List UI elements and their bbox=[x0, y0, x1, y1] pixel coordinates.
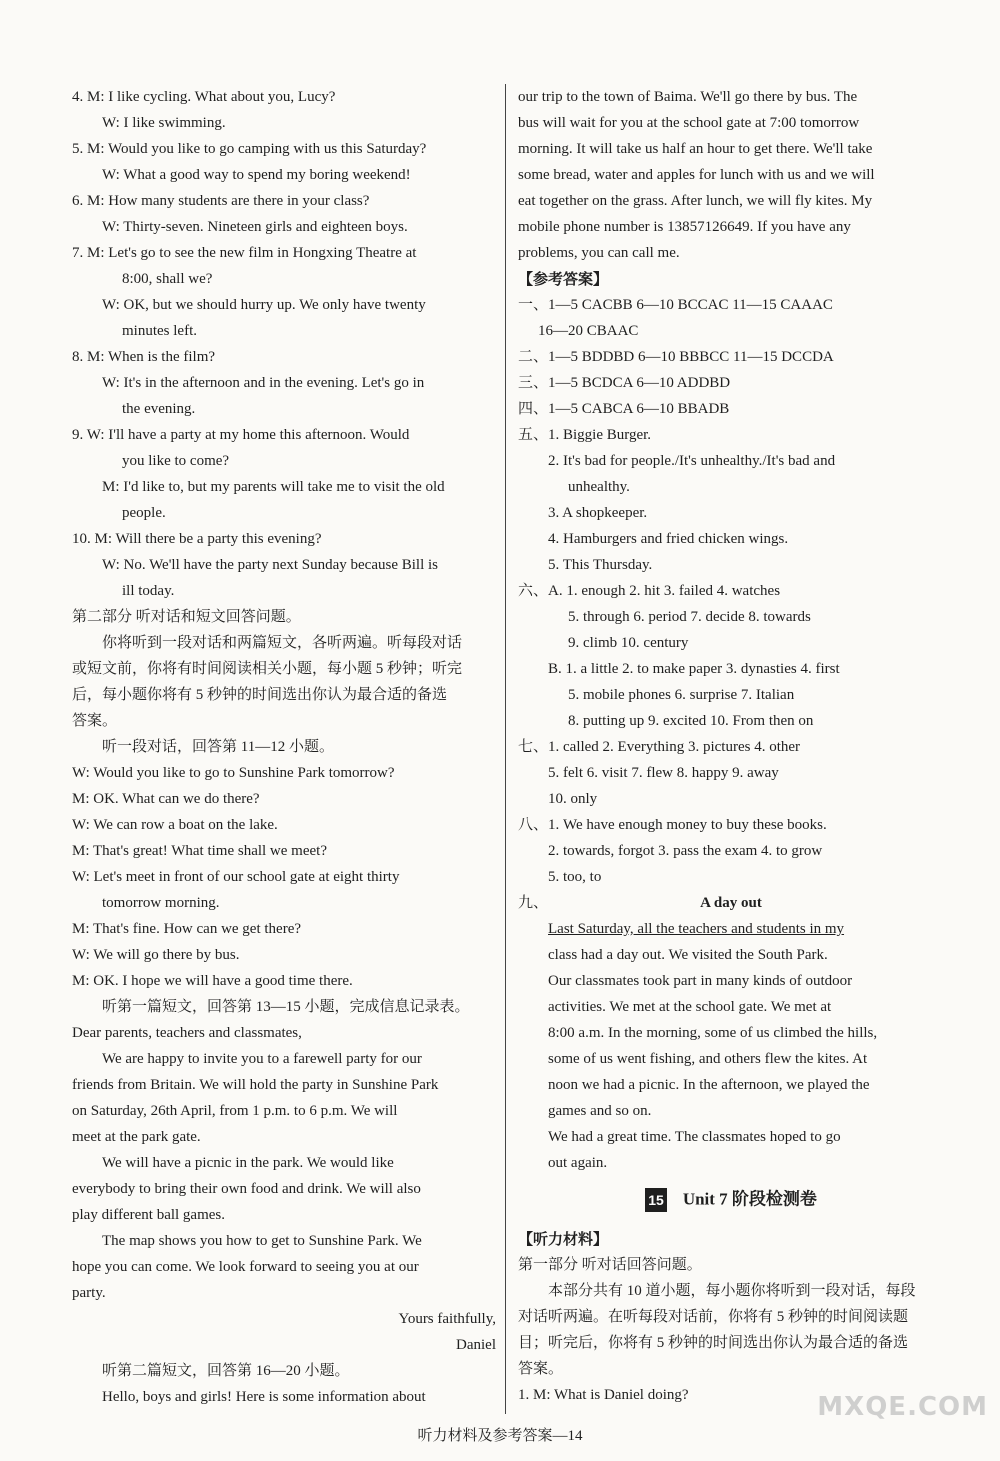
answer-line: 七、1. called 2. Everything 3. pictures 4. other bbox=[518, 739, 801, 755]
text-line: hope you can come. We look forward to seeing you at our bbox=[72, 1259, 419, 1275]
text-line: 【听力材料】 bbox=[518, 1230, 609, 1248]
text-line: 10. M: Will there be a party this evening? bbox=[72, 531, 322, 547]
answer-line: B. 1. a little 2. to make paper 3. dynasties 4. first bbox=[548, 661, 840, 677]
text-line: 对话听两遍。在听每段对话前，你将有 5 秒钟的时间阅读题 bbox=[518, 1309, 909, 1325]
answer-line: problems, you can call me. bbox=[518, 245, 680, 261]
text-line: W: We can row a boat on the lake. bbox=[72, 817, 278, 833]
answer-line: 八、1. We have enough money to buy these books. bbox=[518, 817, 827, 833]
essay-line: noon we had a picnic. In the afternoon, we played the bbox=[548, 1077, 870, 1093]
text-line: 9. W: I'll have a party at my home this afternoon. Would bbox=[72, 427, 410, 443]
text-line: tomorrow morning. bbox=[102, 895, 220, 911]
text-line: We are happy to invite you to a farewell party for our bbox=[102, 1051, 422, 1067]
essay-section bbox=[518, 890, 944, 1176]
text-line: Daniel bbox=[456, 1337, 496, 1353]
text-line: 第二部分 听对话和短文回答问题。 bbox=[72, 609, 301, 625]
essay-line: class had a day out. We visited the South Park. bbox=[548, 947, 828, 963]
answer-line: 16—20 CBAAC bbox=[538, 323, 639, 339]
page-footer: 听力材料及参考答案—14 bbox=[417, 1428, 583, 1444]
text-line: play different ball games. bbox=[72, 1207, 226, 1223]
answer-line: 二、1—5 BDDBD 6—10 BBBCC 11—15 DCCDA bbox=[518, 349, 834, 365]
text-line: 本部分共有 10 道小题，每小题你将听到一段对话，每段 bbox=[548, 1283, 916, 1299]
text-line: 答案。 bbox=[518, 1361, 564, 1377]
text-line: Hello, boys and girls! Here is some information about bbox=[102, 1389, 426, 1405]
essay-line: out again. bbox=[548, 1155, 608, 1171]
text-line: M: OK. What can we do there? bbox=[72, 791, 260, 807]
text-line: 8:00, shall we? bbox=[122, 271, 213, 287]
text-line: W: Thirty-seven. Nineteen girls and eighteen boys. bbox=[102, 219, 408, 235]
essay-line: 8:00 a.m. In the morning, some of us climbed the hills, bbox=[548, 1025, 878, 1041]
text-line: 后，每小题你将有 5 秒钟的时间选出你认为最合适的备选 bbox=[72, 687, 448, 703]
text-line: 6. M: How many students are there in your class? bbox=[72, 193, 370, 209]
essay-line: games and so on. bbox=[548, 1103, 652, 1119]
text-line: 7. M: Let's go to see the new film in Hongxing Theatre at bbox=[72, 245, 417, 261]
essay-title: A day out bbox=[700, 895, 762, 911]
answer-line: 一、1—5 CACBB 6—10 BCCAC 11—15 CAAAC bbox=[518, 297, 833, 313]
answer-line: morning. It will take us half an hour to get there. We'll take bbox=[518, 141, 873, 157]
text-line: 目；听完后，你将有 5 秒钟的时间选出你认为最合适的备选 bbox=[518, 1335, 909, 1351]
answer-line: 5. felt 6. visit 7. flew 8. happy 9. away bbox=[548, 765, 779, 781]
text-line: M: I'd like to, but my parents will take me to visit the old bbox=[102, 479, 445, 495]
text-line: W: Would you like to go to Sunshine Park tomorrow? bbox=[72, 765, 395, 781]
text-line: W: It's in the afternoon and in the evening. Let's go in bbox=[102, 375, 425, 391]
answer-line: 9. climb 10. century bbox=[568, 635, 689, 651]
right-column bbox=[518, 84, 944, 1408]
answer-line: unhealthy. bbox=[568, 479, 630, 495]
text-line: 第一部分 听对话回答问题。 bbox=[518, 1257, 702, 1273]
text-line: friends from Britain. We will hold the party in Sunshine Park bbox=[72, 1077, 439, 1093]
column-divider bbox=[505, 84, 506, 1414]
answer-line: 3. A shopkeeper. bbox=[548, 505, 648, 521]
text-line: meet at the park gate. bbox=[72, 1129, 201, 1145]
answer-line: some bread, water and apples for lunch with us and we will bbox=[518, 167, 875, 183]
text-line: W: I like swimming. bbox=[102, 115, 226, 131]
text-line: 听一段对话，回答第 11—12 小题。 bbox=[102, 739, 334, 755]
text-line: 1. M: What is Daniel doing? bbox=[518, 1387, 689, 1403]
answer-line: 5. through 6. period 7. decide 8. towards bbox=[568, 609, 811, 625]
text-line: The map shows you how to get to Sunshine Park. We bbox=[102, 1233, 422, 1249]
watermark-logo: MXQE.COM bbox=[817, 1392, 988, 1422]
text-line: you like to come? bbox=[122, 453, 230, 469]
answer-line: 三、1—5 BCDCA 6—10 ADDBD bbox=[518, 375, 731, 391]
answer-section bbox=[518, 84, 944, 890]
answer-line: 5. too, to bbox=[548, 869, 602, 885]
essay-line: some of us went fishing, and others flew the kites. At bbox=[548, 1051, 868, 1067]
essay-line: activities. We met at the school gate. We met at bbox=[548, 999, 832, 1015]
text-line: 或短文前，你将有时间阅读相关小题，每小题 5 秒钟；听完 bbox=[72, 661, 463, 677]
text-line: 你将听到一段对话和两篇短文，各听两遍。听每段对话 bbox=[102, 635, 463, 651]
text-line: party. bbox=[72, 1285, 106, 1301]
text-line: people. bbox=[122, 505, 166, 521]
text-line: M: OK. I hope we will have a good time there. bbox=[72, 973, 353, 989]
text-line: 听第一篇短文，回答第 13—15 小题，完成信息记录表。 bbox=[102, 999, 470, 1015]
text-line: W: What a good way to spend my boring weekend! bbox=[102, 167, 411, 183]
text-line: ill today. bbox=[122, 583, 175, 599]
essay-label: 九、 bbox=[518, 895, 549, 911]
left-column bbox=[72, 84, 496, 1410]
answer-line: eat together on the grass. After lunch, we will fly kites. My bbox=[518, 193, 873, 209]
essay-line: We had a great time. The classmates hoped to go bbox=[548, 1129, 841, 1145]
text-line: 8. M: When is the film? bbox=[72, 349, 216, 365]
text-line: W: OK, but we should hurry up. We only have twenty bbox=[102, 297, 426, 313]
text-line: M: That's fine. How can we get there? bbox=[72, 921, 302, 937]
unit-number-badge: 15 bbox=[645, 1188, 667, 1212]
answer-line: 五、1. Biggie Burger. bbox=[518, 427, 652, 443]
text-line: We will have a picnic in the park. We would like bbox=[102, 1155, 394, 1171]
text-line: 5. M: Would you like to go camping with us this Saturday? bbox=[72, 141, 427, 157]
text-line: W: No. We'll have the party next Sunday because Bill is bbox=[102, 557, 438, 573]
text-line: 答案。 bbox=[72, 713, 118, 729]
text-line: M: That's great! What time shall we meet? bbox=[72, 843, 327, 859]
unit-heading bbox=[518, 1182, 944, 1216]
answer-line: 2. It's bad for people./It's unhealthy./It's bad and bbox=[548, 453, 836, 469]
answer-line: 10. only bbox=[548, 791, 598, 807]
text-line: Dear parents, teachers and classmates, bbox=[72, 1025, 302, 1041]
essay-line: Last Saturday, all the teachers and students in my bbox=[548, 921, 845, 937]
text-line: the evening. bbox=[122, 401, 196, 417]
text-line: minutes left. bbox=[122, 323, 197, 339]
answer-line: 2. towards, forgot 3. pass the exam 4. to grow bbox=[548, 843, 823, 859]
answer-line: 四、1—5 CABCA 6—10 BBADB bbox=[518, 401, 730, 417]
answer-line: 5. mobile phones 6. surprise 7. Italian bbox=[568, 687, 795, 703]
text-line: Yours faithfully, bbox=[398, 1311, 496, 1327]
answer-line: 4. Hamburgers and fried chicken wings. bbox=[548, 531, 789, 547]
answer-line: 8. putting up 9. excited 10. From then on bbox=[568, 713, 814, 729]
answer-line: mobile phone number is 13857126649. If you have any bbox=[518, 219, 851, 235]
essay-line: Our classmates took part in many kinds of outdoor bbox=[548, 973, 853, 989]
text-line: 听第二篇短文，回答第 16—20 小题。 bbox=[102, 1363, 350, 1379]
answer-line: 5. This Thursday. bbox=[548, 557, 653, 573]
answer-line: bus will wait for you at the school gate at 7:00 tomorrow bbox=[518, 115, 860, 131]
answer-line: 【参考答案】 bbox=[518, 270, 609, 288]
text-line: W: Let's meet in front of our school gate at eight thirty bbox=[72, 869, 400, 885]
text-line: everybody to bring their own food and drink. We will also bbox=[72, 1181, 421, 1197]
listening-material-section bbox=[518, 1226, 944, 1408]
unit-title: Unit 7 阶段检测卷 bbox=[682, 1189, 817, 1209]
answer-line: 六、A. 1. enough 2. hit 3. failed 4. watches bbox=[518, 583, 781, 599]
answer-line: our trip to the town of Baima. We'll go there by bus. The bbox=[518, 89, 858, 105]
text-line: 4. M: I like cycling. What about you, Lucy? bbox=[72, 89, 336, 105]
text-line: W: We will go there by bus. bbox=[72, 947, 240, 963]
text-line: on Saturday, 26th April, from 1 p.m. to 6 p.m. We will bbox=[72, 1103, 398, 1119]
